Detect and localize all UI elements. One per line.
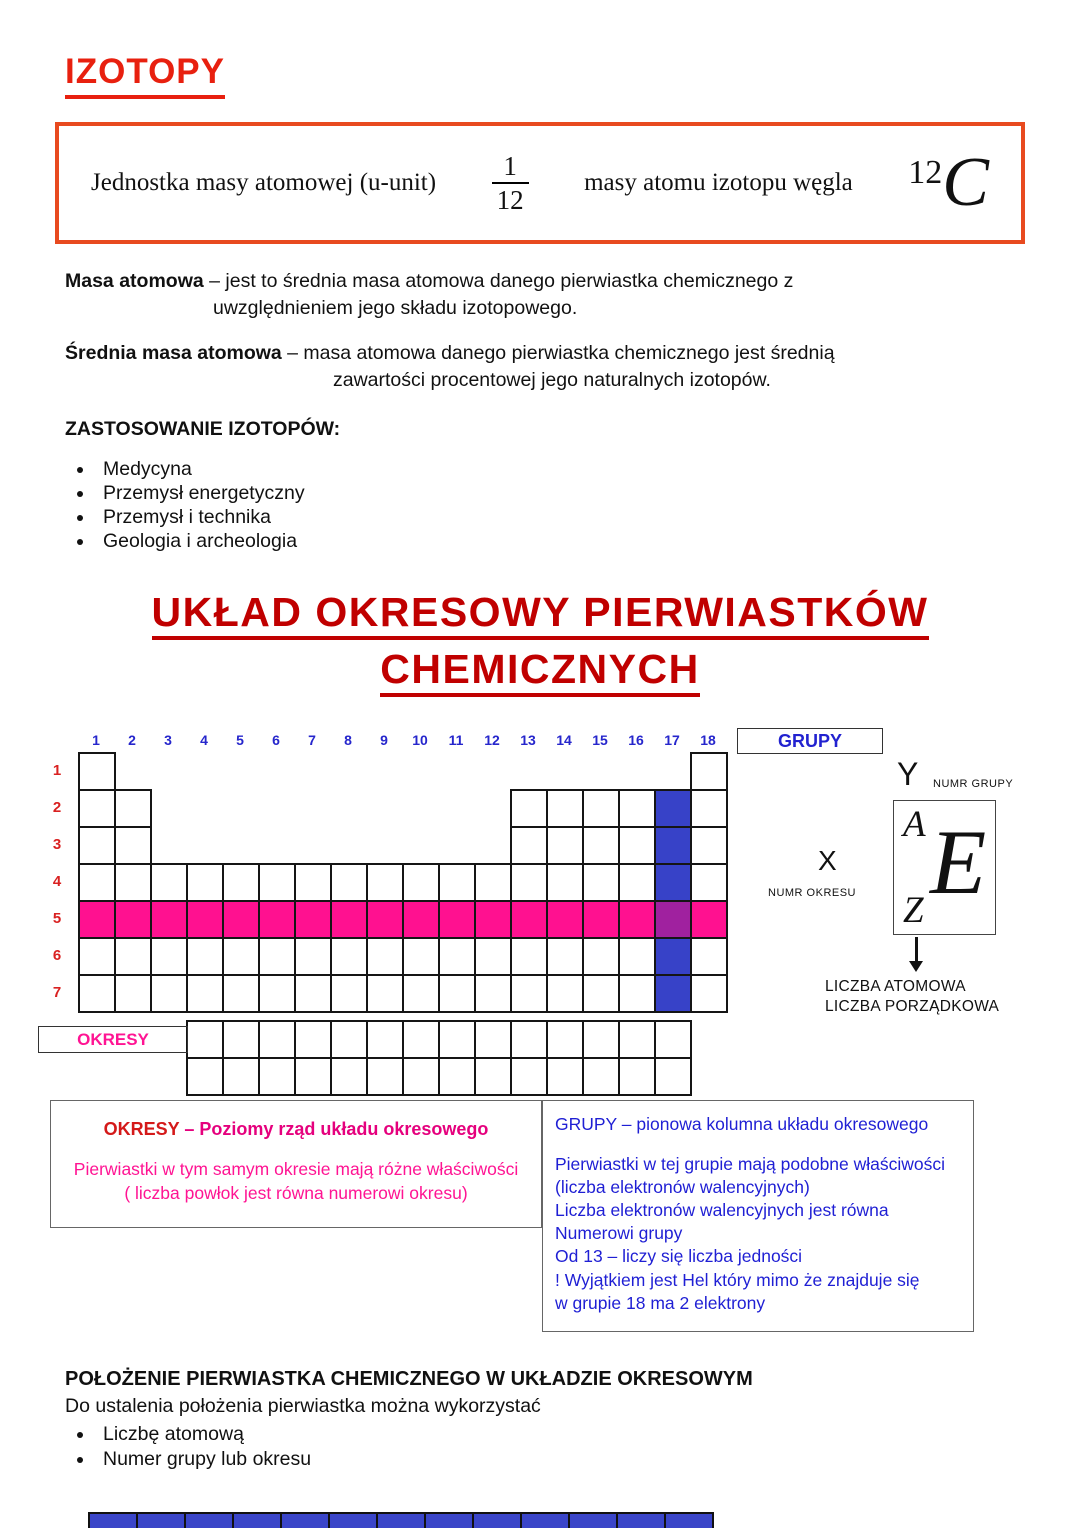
page-title-text: IZOTOPY	[65, 52, 225, 99]
pt-cell	[258, 900, 296, 939]
pt-cell	[654, 863, 692, 902]
group-number: 2	[128, 732, 136, 748]
pt-cell	[618, 1020, 656, 1059]
position-heading: POŁOŻENIE PIERWIASTKA CHEMICZNEGO W UKŁADZIE OKRESOWYM	[65, 1368, 753, 1390]
pt-cell	[664, 1512, 714, 1528]
page-title	[65, 52, 225, 99]
down-arrow-line	[915, 937, 918, 962]
pt-cell	[438, 937, 476, 976]
atomic-number-symbol: Z	[903, 890, 924, 931]
pt-cell	[546, 863, 584, 902]
pt-cell	[136, 1512, 186, 1528]
average-atomic-mass-definition	[65, 340, 985, 395]
pt-cell	[376, 1512, 426, 1528]
periodic-table-title	[0, 583, 1080, 697]
group-number: 17	[664, 732, 680, 748]
pt-cell	[294, 974, 332, 1013]
atomic-mass-unit-box	[55, 122, 1025, 244]
pt-cell	[186, 1057, 224, 1096]
pt-cell	[618, 826, 656, 865]
okresy-info-line: Pierwiastki w tym samym okresie mają różne właściwości	[73, 1159, 519, 1179]
grupy-info-line: w grupie 18 ma 2 elektrony	[555, 1292, 766, 1313]
atomic-mass-text-line2: uwzględnieniem jego składu izotopowego.	[213, 297, 578, 320]
period-number: 5	[52, 910, 62, 927]
pt-cell	[510, 1057, 548, 1096]
period-axis-letter: X	[818, 845, 837, 876]
pt-cell	[402, 863, 440, 902]
okresy-info-term: OKRESY	[103, 1119, 180, 1139]
pt-cell	[654, 974, 692, 1013]
pt-cell	[546, 900, 584, 939]
group-number: 3	[164, 732, 172, 748]
grupy-info-heading: GRUPY – pionowa kolumna układu okresowego	[555, 1114, 929, 1134]
pt-cell	[582, 1020, 620, 1059]
grupy-info-box	[542, 1100, 974, 1332]
pt-cell	[546, 1057, 584, 1096]
pt-cell	[654, 900, 692, 939]
pt-cell	[616, 1512, 666, 1528]
pt-cell	[474, 900, 512, 939]
atomic-number-caption-line2: LICZBA PORZĄDKOWA	[825, 998, 1000, 1016]
pt-cell	[78, 826, 116, 865]
pt-cell	[402, 974, 440, 1013]
pt-cell	[186, 900, 224, 939]
pt-cell	[568, 1512, 618, 1528]
period-number: 7	[52, 984, 62, 1001]
period-number: 4	[52, 873, 62, 890]
pt-cell	[690, 789, 728, 828]
pt-cell	[366, 900, 404, 939]
fraction-denominator: 12	[492, 182, 529, 216]
pt-cell	[78, 789, 116, 828]
pt-cell	[402, 900, 440, 939]
pt-cell	[114, 789, 152, 828]
pt-cell	[222, 863, 260, 902]
pt-cell	[114, 937, 152, 976]
pt-cell	[330, 937, 368, 976]
okresy-label-box	[38, 1026, 188, 1053]
pt-cell	[510, 937, 548, 976]
list-item: • Przemysł i technika	[95, 506, 305, 530]
group-number: 14	[556, 732, 572, 748]
average-atomic-mass-term: Średnia masa atomowa	[65, 342, 282, 364]
pt-cell	[474, 1020, 512, 1059]
pt-cell	[232, 1512, 282, 1528]
okresy-label: OKRESY	[77, 1029, 149, 1049]
pt-cell	[510, 974, 548, 1013]
pt-cell	[546, 1020, 584, 1059]
pt-cell	[618, 974, 656, 1013]
list-item: • Geologia i archeologia	[95, 530, 305, 554]
group-number: 18	[700, 732, 716, 748]
okresy-info-line: ( liczba powłok jest równa numerowi okresu)	[124, 1182, 468, 1203]
position-list	[65, 1422, 985, 1473]
pt-cell	[654, 789, 692, 828]
pt-cell	[294, 863, 332, 902]
pt-cell	[328, 1512, 378, 1528]
pt-cell	[402, 1020, 440, 1059]
pt-cell	[186, 1020, 224, 1059]
grupy-info-line: Od 13 – liczy się liczba jedności	[555, 1246, 803, 1267]
pt-cell	[618, 863, 656, 902]
pt-cell	[654, 937, 692, 976]
group-number: 9	[380, 732, 388, 748]
pt-cell	[366, 863, 404, 902]
pt-cell	[438, 1020, 476, 1059]
pt-cell	[438, 974, 476, 1013]
info-boxes	[50, 1100, 974, 1332]
pt-cell	[474, 937, 512, 976]
unit-definition-label: Jednostka masy atomowej (u-unit)	[91, 169, 437, 196]
grupy-info-line: ! Wyjątkiem jest Hel który mimo że znajduje się	[555, 1269, 920, 1290]
fraction-one-twelfth	[492, 150, 529, 217]
group-number: 6	[272, 732, 280, 748]
period-number: 2	[52, 799, 62, 816]
pt-cell	[78, 974, 116, 1013]
period-axis-label: NUMR OKRESU	[768, 887, 857, 899]
group-number: 8	[344, 732, 352, 748]
pt-cell	[510, 1020, 548, 1059]
pt-cell	[520, 1512, 570, 1528]
group-number: 15	[592, 732, 608, 748]
pt-cell	[222, 1020, 260, 1059]
pt-cell	[78, 937, 116, 976]
pt-cell	[366, 1020, 404, 1059]
pt-cell	[150, 974, 188, 1013]
pt-cell	[582, 863, 620, 902]
pt-cell	[618, 789, 656, 828]
pt-cell	[186, 937, 224, 976]
group-number: 11	[448, 732, 464, 748]
pt-cell	[474, 863, 512, 902]
okresy-info-heading	[61, 1119, 531, 1140]
partial-table-next-page	[88, 1512, 714, 1528]
pt-cell	[330, 900, 368, 939]
pt-cell	[366, 974, 404, 1013]
group-axis-label: NUMR GRUPY	[933, 778, 1014, 790]
pt-cell	[294, 1020, 332, 1059]
pt-cell	[438, 900, 476, 939]
pt-cell	[330, 1020, 368, 1059]
period-number: 6	[52, 947, 62, 964]
periodic-table-title-line1: UKŁAD OKRESOWY PIERWIASTKÓW	[152, 590, 929, 640]
pt-cell	[88, 1512, 138, 1528]
group-number: 7	[308, 732, 316, 748]
pt-cell	[402, 937, 440, 976]
pt-cell	[474, 1057, 512, 1096]
pt-cell	[472, 1512, 522, 1528]
pt-cell	[258, 937, 296, 976]
pt-cell	[510, 863, 548, 902]
pt-cell	[690, 900, 728, 939]
group-number: 13	[520, 732, 536, 748]
pt-cell	[654, 1057, 692, 1096]
pt-cell	[150, 863, 188, 902]
atomic-mass-definition	[65, 268, 985, 323]
periodic-table-title-line2: CHEMICZNYCH	[380, 647, 699, 697]
group-number: 10	[412, 732, 428, 748]
group-number: 4	[200, 732, 208, 748]
pt-cell	[294, 900, 332, 939]
pt-cell	[222, 1057, 260, 1096]
group-number: 5	[236, 732, 244, 748]
pt-cell	[654, 826, 692, 865]
pt-cell	[582, 900, 620, 939]
pt-cell	[438, 1057, 476, 1096]
pt-cell	[258, 1057, 296, 1096]
position-intro: Do ustalenia położenia pierwiastka można wykorzystać	[65, 1395, 541, 1417]
pt-cell	[582, 937, 620, 976]
applications-heading: ZASTOSOWANIE IZOTOPÓW:	[65, 418, 341, 440]
pt-cell	[546, 937, 584, 976]
pt-cell	[510, 789, 548, 828]
okresy-info-box	[50, 1100, 542, 1228]
grupy-info-line: (liczba elektronów walencyjnych)	[555, 1177, 810, 1198]
element-symbol: E	[930, 811, 987, 913]
group-axis-letter: Y	[897, 756, 919, 792]
list-item: • Medycyna	[95, 458, 305, 482]
pt-cell	[618, 900, 656, 939]
pt-cell	[402, 1057, 440, 1096]
pt-cell	[114, 900, 152, 939]
pt-cell	[78, 752, 116, 791]
period-number: 1	[52, 762, 62, 779]
periodic-table-diagram	[0, 722, 1080, 1100]
pt-cell	[424, 1512, 474, 1528]
pt-cell	[510, 826, 548, 865]
carbon-12-notation	[908, 143, 989, 223]
pt-cell	[366, 1057, 404, 1096]
pt-cell	[438, 863, 476, 902]
pt-cell	[654, 1020, 692, 1059]
pt-cell	[258, 863, 296, 902]
pt-cell	[582, 789, 620, 828]
list-item: • Numer grupy lub okresu	[95, 1447, 985, 1472]
carbon-symbol: C	[942, 144, 989, 221]
atomic-mass-term: Masa atomowa	[65, 270, 204, 292]
pt-cell	[184, 1512, 234, 1528]
atomic-mass-text: – jest to średnia masa atomowa danego pierwiastka chemicznego z	[209, 270, 794, 292]
pt-cell	[618, 1057, 656, 1096]
pt-cell	[114, 974, 152, 1013]
pt-cell	[618, 937, 656, 976]
carbon-mass-number: 12	[908, 154, 943, 191]
pt-cell	[330, 863, 368, 902]
applications-list	[65, 458, 305, 554]
group-number: 12	[484, 732, 500, 748]
mass-number-symbol: A	[903, 804, 926, 845]
pt-cell	[582, 826, 620, 865]
pt-cell	[222, 937, 260, 976]
pt-cell	[114, 826, 152, 865]
element-position-section	[65, 1368, 985, 1473]
pt-cell	[150, 937, 188, 976]
period-number: 3	[52, 836, 62, 853]
list-item: • Liczbę atomową	[95, 1422, 985, 1447]
average-atomic-mass-text-line2: zawartości procentowej jego naturalnych izotopów.	[333, 369, 771, 392]
pt-cell	[690, 974, 728, 1013]
pt-cell	[474, 974, 512, 1013]
group-numbers-row	[78, 732, 726, 750]
average-atomic-mass-text: – masa atomowa danego pierwiastka chemicznego jest średnią	[287, 342, 835, 364]
pt-cell	[582, 1057, 620, 1096]
group-number: 1	[92, 732, 100, 748]
atomic-number-caption	[825, 977, 999, 1017]
pt-cell	[690, 826, 728, 865]
pt-cell	[280, 1512, 330, 1528]
pt-cell	[186, 863, 224, 902]
okresy-info-heading-rest: – Poziomy rząd układu okresowego	[184, 1119, 489, 1139]
pt-cell	[294, 1057, 332, 1096]
atomic-number-caption-line1: LICZBA ATOMOWA	[825, 978, 966, 995]
pt-cell	[150, 900, 188, 939]
grupy-label-box	[737, 728, 883, 754]
pt-cell	[186, 974, 224, 1013]
pt-cell	[222, 974, 260, 1013]
pt-cell	[546, 789, 584, 828]
pt-cell	[222, 900, 260, 939]
pt-cell	[78, 863, 116, 902]
pt-cell	[690, 937, 728, 976]
pt-cell	[582, 974, 620, 1013]
element-notation-box	[893, 800, 996, 935]
grupy-info-line: Pierwiastki w tej grupie mają podobne właściwości	[555, 1154, 946, 1175]
pt-cell	[78, 900, 116, 939]
pt-cell	[258, 1020, 296, 1059]
pt-cell	[546, 826, 584, 865]
list-item: • Przemysł energetyczny	[95, 482, 305, 506]
period-numbers-column	[44, 752, 70, 1012]
unit-description: masy atomu izotopu węgla	[584, 169, 853, 196]
pt-cell	[510, 900, 548, 939]
grupy-info-line: Liczba elektronów walencyjnych jest równa	[555, 1200, 889, 1221]
pt-cell	[690, 752, 728, 791]
pt-cell	[330, 974, 368, 1013]
pt-cell	[114, 863, 152, 902]
down-arrow-head	[909, 961, 923, 972]
pt-cell	[690, 863, 728, 902]
grupy-label: GRUPY	[777, 730, 842, 751]
fraction-numerator: 1	[503, 150, 517, 181]
pt-cell	[258, 974, 296, 1013]
pt-cell	[366, 937, 404, 976]
pt-cell	[330, 1057, 368, 1096]
pt-cell	[294, 937, 332, 976]
pt-cell	[546, 974, 584, 1013]
group-number: 16	[628, 732, 644, 748]
grupy-info-line: Numerowi grupy	[555, 1223, 683, 1244]
